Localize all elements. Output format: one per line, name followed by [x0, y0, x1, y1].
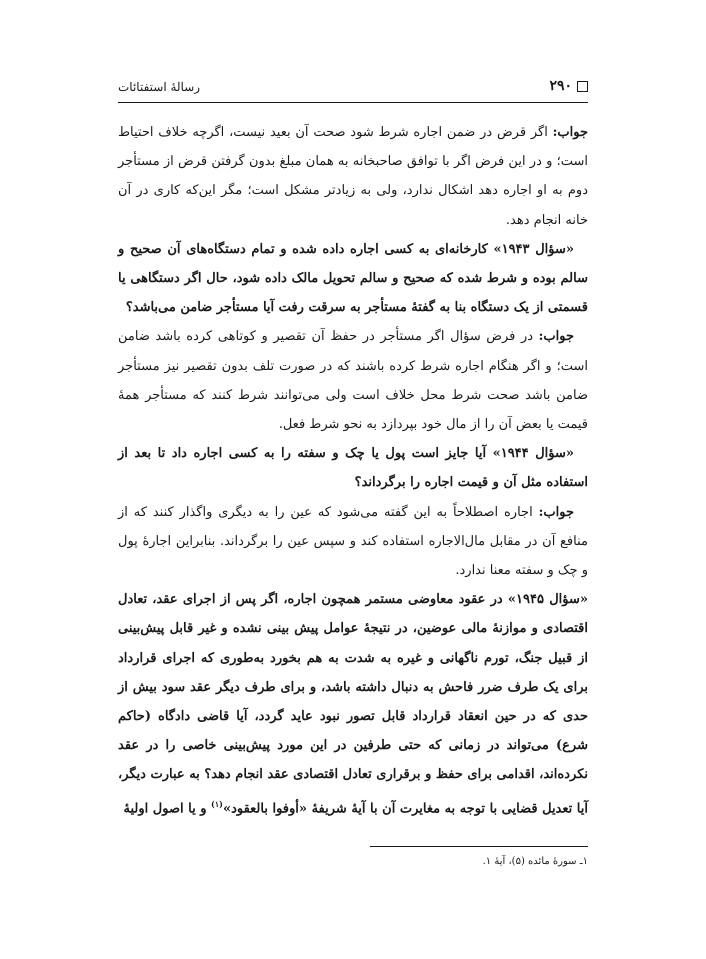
square-bullet-icon [577, 81, 588, 92]
question-1944: «سؤال ۱۹۴۴» آیا جایز است پول یا چک و سفته را به کسی اجاره داد تا بعد از استفاده مثل آن و قیمت اجاره را برگرداند؟ [118, 446, 588, 491]
answer-1944 [118, 498, 588, 586]
footnote-reference[interactable]: (۱) [211, 798, 223, 809]
answer-label: جواب: [538, 329, 574, 345]
answer-paragraph-1 [118, 118, 588, 235]
question-text: «سؤال ۱۹۴۵» در عقود معاوضی مستمر همچون اجاره، اگر پس از اجرای عقد، تعادل اقتصادی و موازنهٔ مالی عوضین، در نتیجهٔ عوامل پیش بینی نشده و غیر قابل پیش‌بینی از قبیل جنگ، تورم ناگهانی و غیره به شدت به هم بخورد به‌طوری که اجرای قرارداد برای یک طرف ضرر فاحش به دنبال داشته باشد، و برای طرف دیگر عقد سود بیش از حدی که در حین انعقاد قرارداد قابل تصور نبود عاید گردد، آیا قاضی دادگاه (حاکم شرع) می‌تواند در زمانی که حتی طرفین در این مورد پیش‌بینی خاصی را در عقد نکرده‌اند، اقدامی برای حفظ و برقراری تعادل اقتصادی عقد انجام دهد؟ به عبارت دیگر، آیا تعدیل قضایی با توجه به مغایرت آن با آیهٔ شریفهٔ «أوفوا بالعقود» [118, 592, 588, 816]
footnote: ۱ـ سورهٔ مائده (۵)، آیهٔ ۱. [482, 856, 588, 867]
question-1945 [118, 585, 588, 823]
answer-label: جواب: [538, 504, 574, 520]
answer-label: جواب: [552, 125, 588, 140]
answer-text: اگر قرض در ضمن اجاره شرط شود صحت آن بعید نیست، اگرچه خلاف احتیاط است؛ و در این فرض اگر با توافق صاحبخانه به همان مبلغ بدون گرفتن قرض از مستأجر دوم به او اجاره دهد اشکال ندارد، ولی به زیادتر مشکل است؛ مگر این‌که کاری در آن خانه انجام دهد. [118, 125, 588, 228]
question-1943: «سؤال ۱۹۴۳» کارخانه‌ای به کسی اجاره داده شده و تمام دستگاه‌های آن صحیح و سالم بوده و شرط شده که صحیح و سالم تحویل مالک داده شود، حال اگر دستگاهی یا قسمتی از یک دستگاه بنا به گفتهٔ مستأجر به سرقت رفت آیا مستأجر ضامن می‌باشد؟ [118, 241, 588, 316]
answer-text: اجاره اصطلاحاً به این گفته می‌شود که عین را به دیگری واگذار کنند که از منافع آن در مقابل مال‌الاجاره استفاده کند و سپس عین را برگرداند. بنابراین اجارهٔ پول و چک و سفته معنا ندارد. [118, 504, 588, 579]
running-title: رسالهٔ استفتائات [118, 80, 201, 94]
question-text-tail: و یا اصول اولیهٔ [123, 801, 212, 816]
footnote-divider [370, 846, 588, 847]
answer-1943 [118, 322, 588, 439]
page-number-text: ۲۹۰ [549, 78, 572, 94]
page-number [549, 78, 588, 94]
answer-text: در فرض سؤال اگر مستأجر در حفظ آن تقصیر و کوتاهی کرده باشد ضامن است؛ و اگر هنگام اجاره شرط کرده باشند که در صورت تلف بدون تقصیر نیز مستأجر ضامن باشد صحت شرط محل خلاف است ولی می‌توانند شرط کنند که مستأجر همهٔ قیمت یا بعض آن را از مال خود بپردازد به نحو شرط فعل. [118, 329, 588, 433]
page-header [118, 78, 588, 100]
page-body [118, 118, 588, 823]
header-divider [118, 102, 588, 103]
